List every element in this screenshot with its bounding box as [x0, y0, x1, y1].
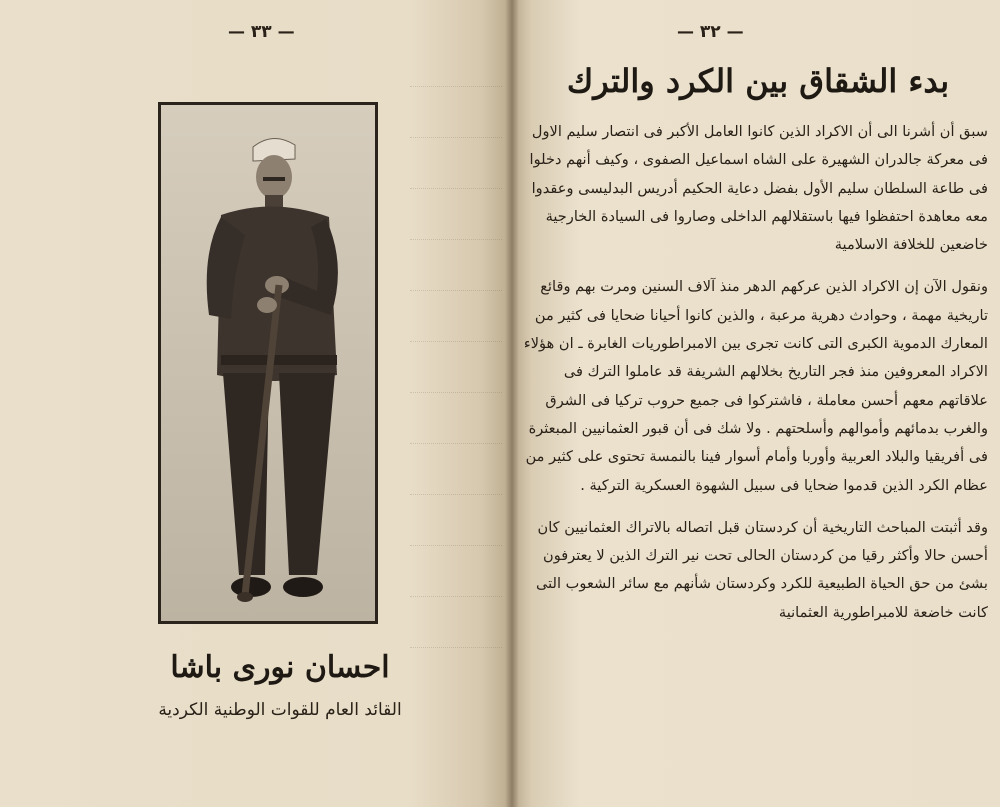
body-text	[522, 118, 988, 627]
portrait-photo	[158, 102, 378, 624]
paragraph-3: وقد أثبتت المباحث التاريخية أن كردستان قبل اتصاله بالاتراك العثمانيين كان أحسن حالا وأكثر رقيا من كردستان الحالى تحت نير الترك الذين لا يعترفون بشئ من حق الحياة الطبيعية للكرد وكردستان شأنهم مع سائر الشعوب التى كانت خاضعة للامبراطورية العثمانية	[535, 518, 988, 621]
paragraph-2: ونقول الآن إن الاكراد الذين عركهم الدهر منذ آلاف السنين ومرت بهم وقائع تاريخية مهمة ، وحوادث دهرية مرعبة ، والذين كانوا أحيانا ضحايا فى كثير من المعارك الدموية الكبرى التى كانت تجرى بين الامبراطوريات الغابرة ـ ان هؤلاء الاكراد المعروفين منذ فجر التاريخ بخلالهم الشريفة قد عاملوا الترك فى علاقاتهم معهم أحسن معاملة ، فاشتركوا فى جميع حروب تركيا فى الشرق والغرب بدمائهم وأموالهم وأسلحتهم . ولا شك فى أن قبور العثمانيين المبعثرة فى أفريقيا والبلاد العربية وأوربا وأمام أسوار فينا بالنمسة تحتوى على كثير من عظام الكرد الذين قدموا ضحايا فى سبيل الشهوة العسكرية التركية .	[523, 278, 988, 494]
portrait-figure	[161, 105, 375, 621]
photo-caption-name: احسان نوری باشا	[170, 650, 390, 685]
photo-caption-title: القائد العام للقوات الوطنية الكردية	[158, 700, 402, 720]
paragraph-1: سبق أن أشرنا الى أن الاكراد الذين كانوا العامل الأكبر فى انتصار سليم الاول فى معركة جالدران الشهيرة على الشاه اسماعيل الصفوى ، وكيف أنهم دخلوا فى طاعة السلطان سليم الأول بفضل دعاية الحكيم أدريس البدليسى وعقدوا معه معاهدة احتفظوا فيها باستقلالهم الداخلى وصاروا فى السيادة الخارجية خاضعين للخلافة الاسلامية	[529, 123, 988, 254]
chapter-heading: بدء الشقاق بين الكرد والترك	[566, 62, 950, 100]
right-page	[512, 0, 1000, 807]
page-number-right: — ٣٢ —	[677, 22, 744, 42]
book-gutter	[505, 0, 519, 807]
bleed-through-text	[410, 62, 502, 674]
page-number-left: — ٣٣ —	[228, 22, 295, 42]
